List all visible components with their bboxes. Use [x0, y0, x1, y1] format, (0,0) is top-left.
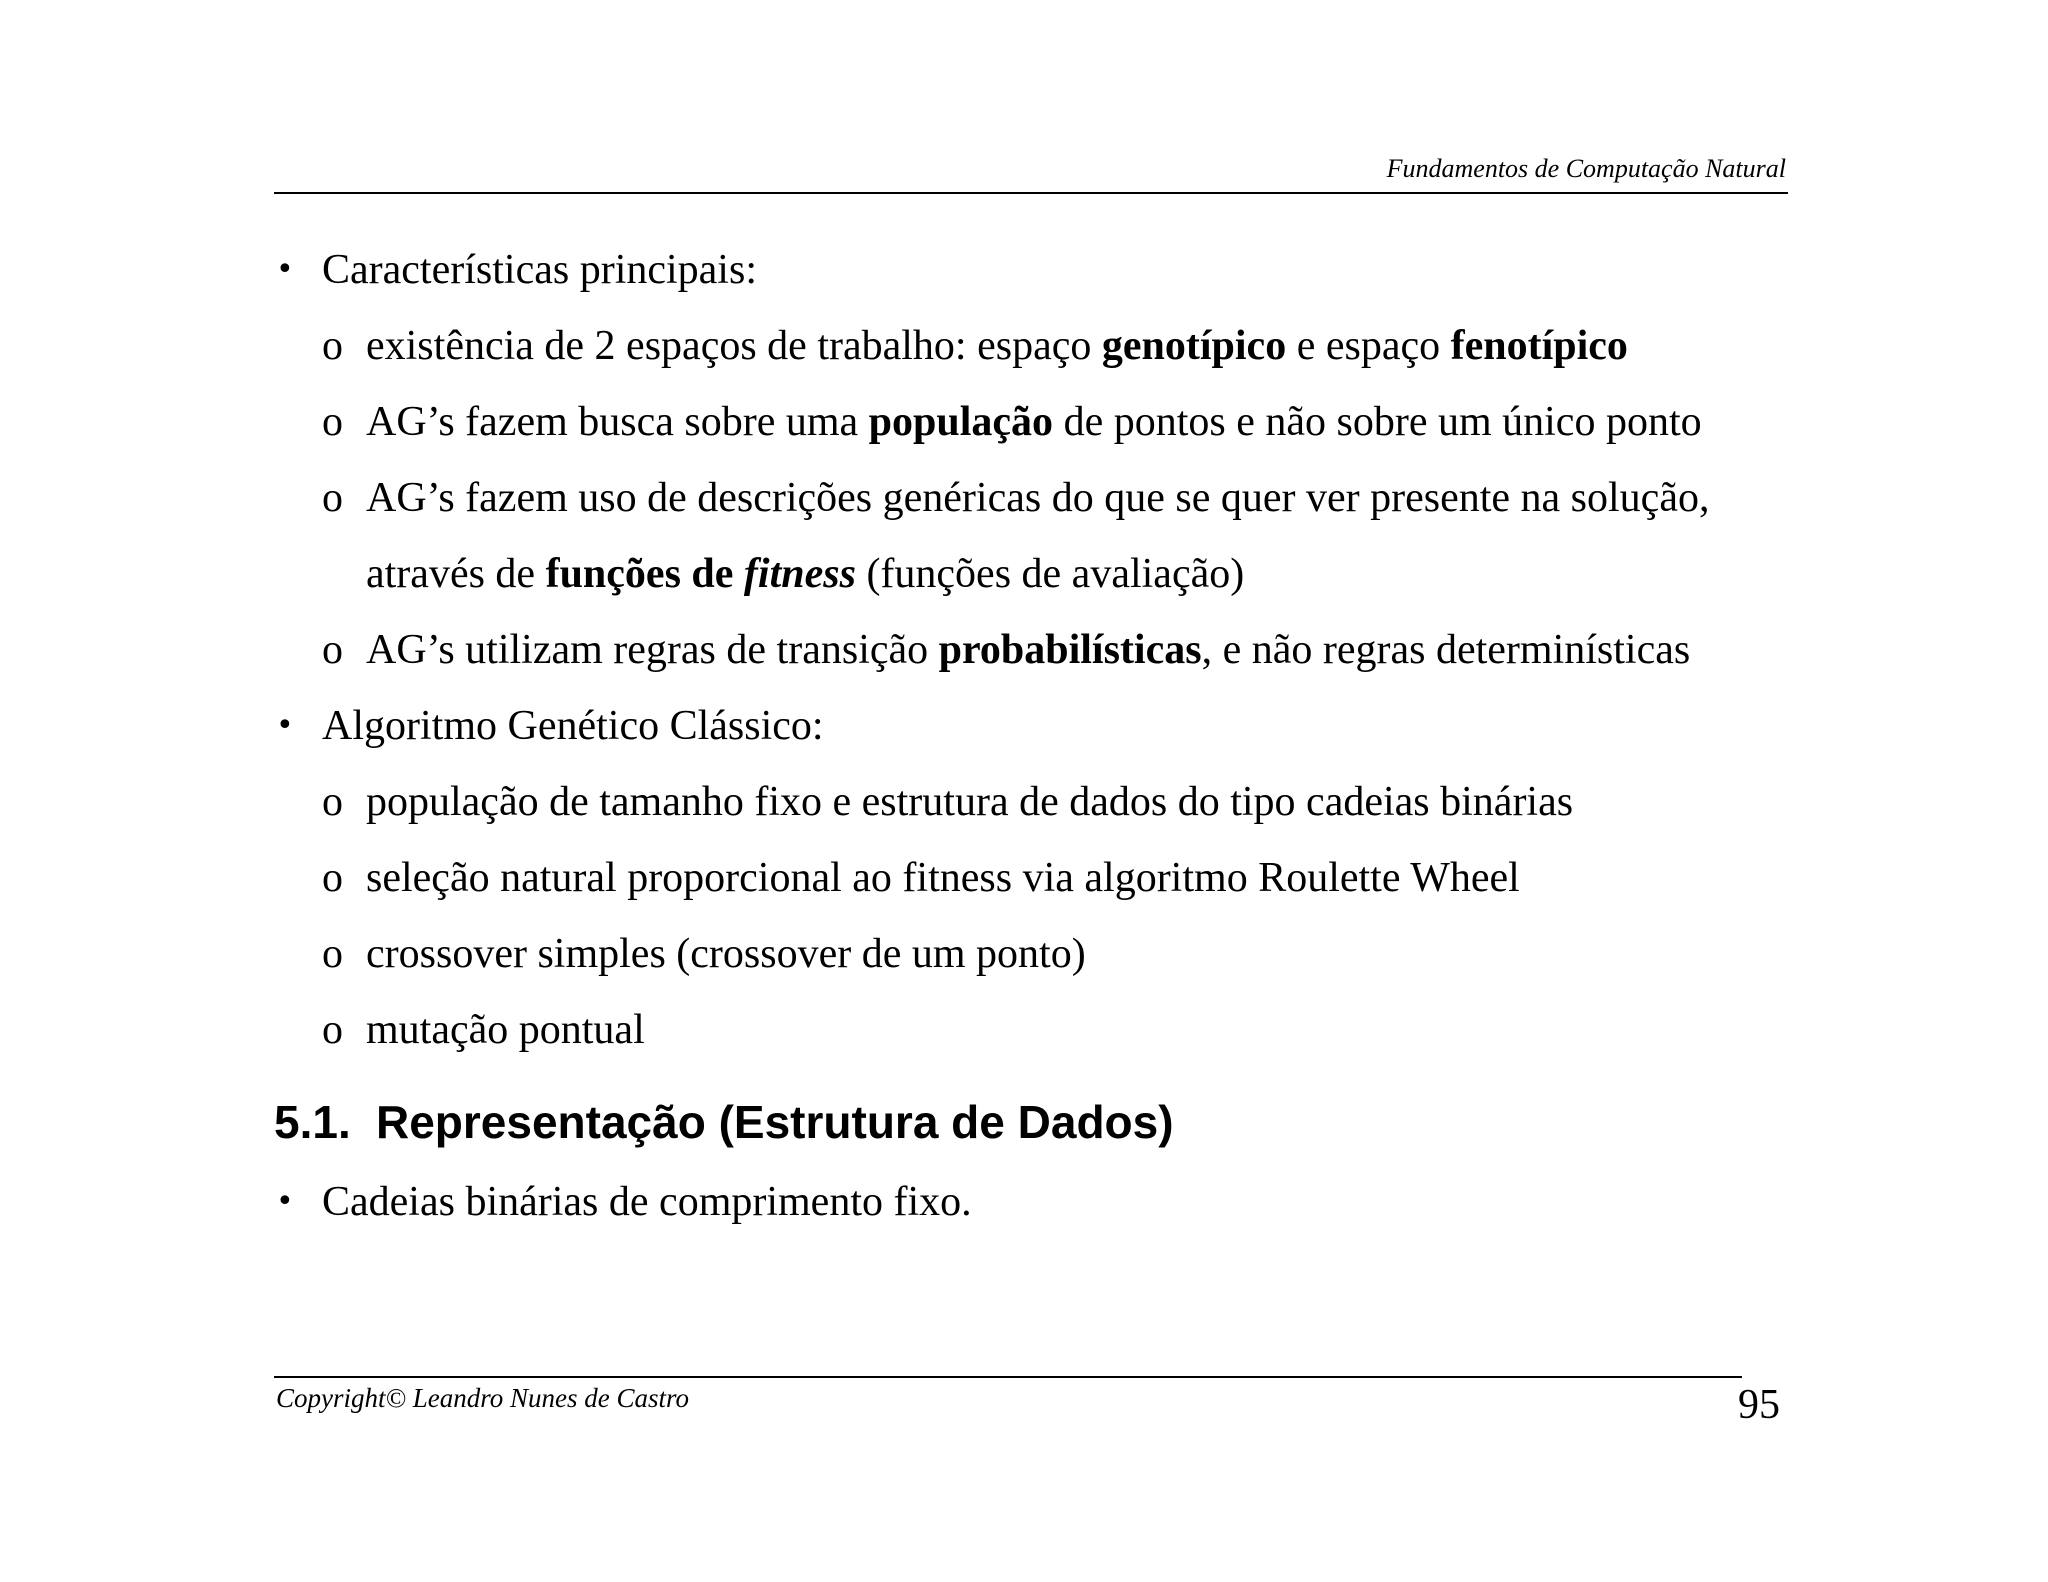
bullet-dot-icon: • — [276, 708, 294, 743]
text-segment: AG’s fazem uso de descrições genéricas do que se quer ver presente na solução, através de — [366, 475, 1710, 597]
text-segment: de pontos e não sobre um único ponto — [1053, 399, 1702, 445]
section-heading — [274, 1092, 1794, 1152]
bullet-dot-icon: • — [276, 1184, 294, 1219]
bullet-cadeias — [274, 1164, 1794, 1240]
text-segment: , e não regras determinísticas — [1201, 627, 1691, 673]
text-segment: e espaço — [1286, 323, 1451, 369]
sub-item-text: população de tamanho fixo e estrutura de dados do tipo cadeias binárias — [366, 779, 1574, 825]
bold-italic-term: fitness — [743, 551, 856, 597]
sub-item-text: mutação pontual — [366, 1007, 645, 1053]
bullet-caracteristicas — [274, 232, 1794, 308]
section-title: Representação (Estrutura de Dados) — [376, 1096, 1174, 1148]
footer-rule — [274, 1376, 1742, 1378]
sub-item-populacao — [274, 384, 1794, 460]
sub-item-classico — [274, 916, 1794, 992]
sub-item-fitness — [274, 460, 1796, 612]
sub-item-text: crossover simples (crossover de um ponto) — [366, 931, 1086, 977]
page-number: 95 — [1738, 1382, 1780, 1428]
bold-term: genotípico — [1101, 323, 1287, 369]
bullet-text: Cadeias binárias de comprimento fixo. — [322, 1179, 972, 1225]
text-segment: AG’s fazem busca sobre uma — [366, 399, 869, 445]
running-header: Fundamentos de Computação Natural — [1386, 154, 1786, 183]
bold-term: funções de — [545, 551, 744, 597]
sub-item-classico — [274, 840, 1794, 916]
bullet-classico — [274, 688, 1794, 764]
bold-term: população — [868, 399, 1054, 445]
section-number: 5.1. — [274, 1096, 351, 1148]
bullet-circle-icon: o — [322, 323, 343, 369]
bullet-circle-icon: o — [322, 779, 343, 825]
text-segment: existência de 2 espaços de trabalho: espaço — [366, 323, 1102, 369]
bullet-dot-icon: • — [276, 252, 294, 287]
sub-item-espacos — [274, 308, 1794, 384]
bold-term: fenotípico — [1450, 323, 1628, 369]
bullet-circle-icon: o — [322, 1007, 343, 1053]
bullet-circle-icon: o — [322, 627, 343, 673]
bullet-text: Características principais: — [322, 247, 757, 293]
bullet-text: Algoritmo Genético Clássico: — [322, 703, 824, 749]
header-rule — [274, 192, 1788, 194]
bold-term: probabilísticas — [938, 627, 1202, 673]
text-segment: AG’s utilizam regras de transição — [366, 627, 939, 673]
bullet-circle-icon: o — [322, 399, 343, 445]
bullet-circle-icon: o — [322, 855, 343, 901]
bullet-circle-icon: o — [322, 931, 343, 977]
sub-item-probabilisticas — [274, 612, 1794, 688]
bullet-circle-icon: o — [322, 475, 343, 521]
sub-item-classico — [274, 764, 1794, 840]
sub-item-text: seleção natural proporcional ao fitness via algoritmo Roulette Wheel — [366, 855, 1520, 901]
sub-item-classico — [274, 992, 1794, 1068]
footer-copyright: Copyright© Leandro Nunes de Castro — [276, 1383, 690, 1413]
page-body — [274, 232, 1794, 1240]
text-segment: (funções de avaliação) — [855, 551, 1245, 597]
